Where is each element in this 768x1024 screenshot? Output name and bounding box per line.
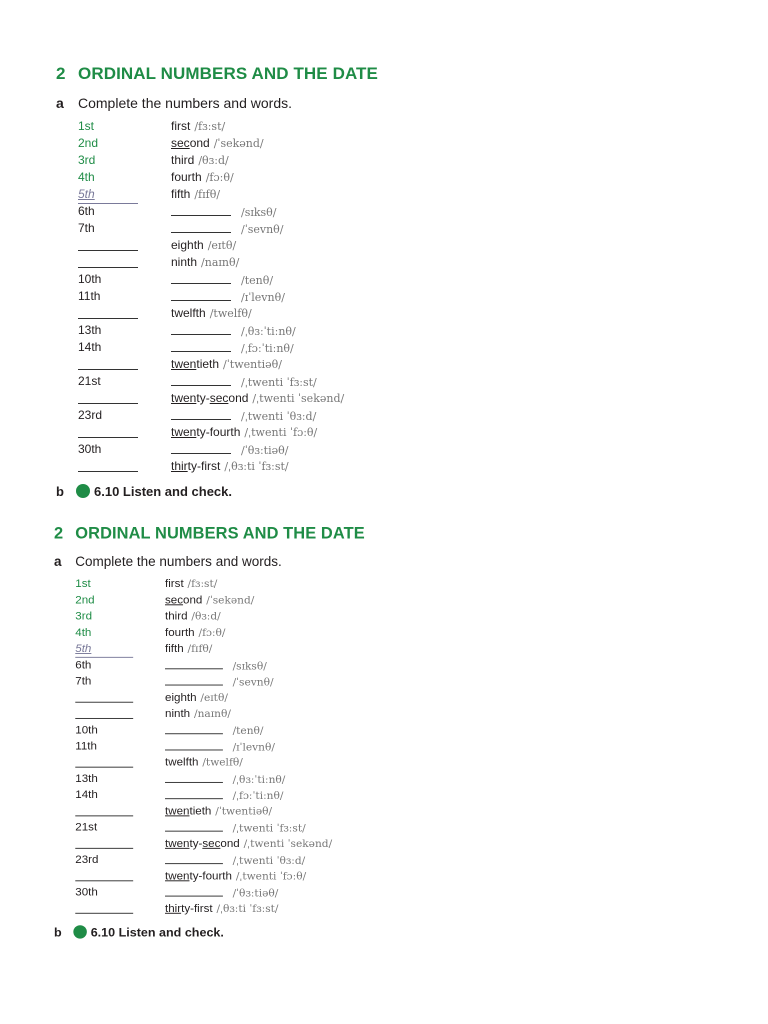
ordinal-word: [165, 835, 332, 851]
ordinal-word: [171, 135, 264, 152]
ordinal-word: [165, 722, 263, 739]
ordinal-word: [165, 771, 285, 788]
word-part: ty-fourth: [196, 425, 241, 439]
phonetic-transcription: /fɔːθ/: [198, 626, 226, 639]
ordinal-number: 11th: [78, 289, 101, 303]
exercise-a-instruction: [54, 554, 282, 569]
stressed-syllable: thir: [171, 459, 188, 473]
phonetic-transcription: /ˌtwenti ˈfɜːst/: [232, 822, 306, 835]
word-text: [171, 119, 190, 133]
ordinal-word: [165, 624, 225, 640]
number-answer-blank[interactable]: [75, 803, 133, 816]
worksheet-excerpt-bottom: [0, 493, 768, 940]
ordinal-word: [171, 237, 236, 254]
ordinal-word: [165, 819, 306, 836]
word-text: [165, 707, 190, 720]
word-answer-blank[interactable]: [171, 288, 231, 301]
word-part: third: [171, 153, 195, 167]
ordinal-number: 23rd: [75, 852, 99, 867]
word-part: fifth: [171, 187, 191, 201]
word-part: first: [171, 119, 191, 133]
exercise-b-letter: b: [56, 484, 64, 499]
ordinal-word: [165, 803, 272, 819]
number-answer-blank[interactable]: [75, 754, 133, 767]
ordinal-number: 4th: [78, 170, 95, 184]
stressed-syllable: sec: [202, 836, 221, 850]
stressed-syllable: sec: [209, 391, 229, 405]
word-answer-blank[interactable]: [165, 884, 223, 896]
word-part: tieth: [189, 803, 212, 818]
word-part: twelfth: [165, 755, 199, 769]
ordinal-word: [171, 118, 225, 135]
phonetic-transcription: /ˌθɜːˈtiːnθ/: [241, 325, 296, 338]
ordinal-number: 2nd: [78, 136, 99, 150]
stressed-syllable: twen: [165, 803, 190, 818]
ordinal-number: 7th: [78, 221, 95, 235]
instruction-text: Complete the numbers and words.: [75, 553, 282, 570]
word-answer-blank[interactable]: [171, 322, 231, 335]
number-answer-blank[interactable]: [75, 835, 133, 848]
word-answer-blank[interactable]: [165, 722, 223, 734]
phonetic-transcription: /tenθ/: [232, 724, 264, 738]
word-part: fifth: [165, 641, 184, 655]
ordinal-word: [165, 884, 278, 901]
stressed-syllable: sec: [171, 136, 190, 150]
ordinal-word: [165, 673, 274, 690]
ordinal-number: 21st: [75, 820, 98, 834]
ordinal-number: 14th: [78, 340, 102, 354]
number-answer-blank[interactable]: [75, 900, 133, 913]
stressed-syllable: twen: [165, 868, 190, 883]
phonetic-transcription: /ˈtwentiəθ/: [223, 358, 282, 371]
ordinal-word: [165, 706, 231, 722]
phonetic-transcription: /naɪnθ/: [193, 707, 231, 720]
exercise-b-letter: b: [54, 925, 62, 940]
ordinal-word: [171, 305, 252, 322]
ordinal-number: 1st: [75, 576, 91, 591]
ordinal-word: [165, 657, 267, 674]
word-text: [165, 804, 211, 817]
ordinal-number: 30th: [75, 885, 98, 899]
number-answer-blank[interactable]: [78, 254, 138, 268]
phonetic-transcription: /ɪˈlevnθ/: [232, 740, 275, 754]
word-text: [171, 136, 210, 150]
word-answer-blank[interactable]: [171, 220, 231, 233]
exercise-letter: a: [56, 95, 64, 111]
ordinal-number: 14th: [75, 787, 98, 802]
phonetic-transcription: /ˌtwenti ˈθɜːd/: [232, 854, 306, 867]
exercise-a-instruction: [56, 95, 292, 111]
ordinal-word: [171, 424, 317, 441]
ordinal-number: 30th: [78, 442, 102, 456]
phonetic-transcription: /ˌtwenti ˈsekənd/: [243, 837, 333, 850]
word-text: [165, 609, 188, 622]
exercise-letter: a: [54, 553, 62, 570]
word-answer-blank[interactable]: [165, 771, 223, 783]
phonetic-transcription: /fɔːθ/: [205, 171, 234, 184]
word-part: fourth: [171, 170, 202, 184]
ordinal-number: 3rd: [75, 609, 93, 623]
phonetic-transcription: /ˌtwenti ˈfɔːθ/: [235, 869, 307, 883]
number-answer-blank[interactable]: [78, 424, 138, 438]
phonetic-transcription: /ˌθɜːˈtiːnθ/: [232, 773, 286, 786]
word-part: ty-first: [181, 901, 213, 915]
word-answer-blank[interactable]: [171, 407, 231, 420]
word-text: [171, 170, 202, 184]
ordinal-word: [171, 407, 316, 425]
ordinal-number: 10th: [75, 722, 98, 737]
stressed-syllable: twen: [171, 425, 197, 439]
ordinal-word: [171, 152, 229, 169]
word-text: [171, 357, 219, 371]
phonetic-transcription: /ɪˈlevnθ/: [241, 291, 285, 304]
word-part: ond: [183, 592, 203, 607]
phonetic-transcription: /ˌθɜːti ˈfɜːst/: [216, 902, 279, 915]
phonetic-transcription: /ˌfɔːˈtiːnθ/: [232, 789, 284, 803]
audio-icon[interactable]: [73, 925, 87, 938]
ordinal-word: [171, 288, 285, 306]
word-text: [165, 869, 232, 882]
ordinal-word: [165, 689, 228, 705]
ordinal-word: [171, 254, 239, 271]
number-answer-blank[interactable]: [75, 868, 133, 881]
word-answer-blank[interactable]: [171, 271, 231, 284]
ordinal-word: [171, 186, 220, 203]
ordinal-word: [165, 754, 243, 770]
stressed-syllable: twen: [171, 391, 197, 405]
phonetic-transcription: /ˈsevnθ/: [232, 675, 274, 689]
ordinal-number: 1st: [78, 119, 95, 133]
word-text: [165, 577, 184, 590]
section-title: [56, 64, 378, 84]
phonetic-transcription: /ˈsekənd/: [213, 137, 264, 150]
number-answer-blank[interactable]: [78, 356, 138, 370]
word-part: ninth: [165, 706, 191, 720]
phonetic-transcription: /ˌfɔːˈtiːnθ/: [241, 342, 294, 355]
phonetic-transcription: /ˌtwenti ˈθɜːd/: [241, 410, 317, 423]
word-part: first: [165, 576, 184, 591]
word-part: fourth: [165, 625, 195, 639]
phonetic-transcription: /eɪtθ/: [200, 691, 228, 704]
phonetic-transcription: /fɪfθ/: [187, 642, 213, 655]
word-part: eighth: [171, 238, 204, 252]
phonetic-transcription: /fɪfθ/: [194, 188, 221, 201]
word-part: ond: [228, 391, 249, 405]
word-text: [165, 755, 198, 768]
number-answer-blank[interactable]: [75, 689, 133, 702]
word-answer-blank[interactable]: [165, 738, 223, 750]
word-answer-blank[interactable]: [165, 852, 223, 864]
number-answer-blank[interactable]: [78, 390, 138, 404]
phonetic-transcription: /naɪnθ/: [201, 256, 240, 269]
word-part: ond: [189, 136, 210, 150]
ordinal-word: [165, 868, 306, 884]
word-text: [171, 238, 204, 252]
phonetic-transcription: /ˈsevnθ/: [241, 223, 284, 236]
phonetic-transcription: /θɜːd/: [198, 154, 229, 167]
ordinal-word: [171, 356, 282, 373]
ordinal-number: 7th: [75, 674, 92, 688]
ordinal-word: [171, 390, 344, 407]
ordinal-number: 2nd: [75, 592, 95, 607]
exercise-b-text: 6.10 Listen and check.: [94, 484, 233, 499]
word-text: [165, 593, 202, 606]
ordinal-number: 5th: [78, 186, 138, 204]
ordinal-word: [171, 271, 273, 289]
ordinal-number: 10th: [78, 272, 102, 286]
word-answer-blank[interactable]: [171, 339, 231, 352]
phonetic-transcription: /θɜːd/: [191, 610, 221, 623]
ordinal-number: 23rd: [78, 408, 103, 422]
ordinal-number: 13th: [75, 771, 98, 785]
word-text: [171, 255, 197, 269]
word-text: [165, 836, 240, 849]
section-title-text: ORDINAL NUMBERS AND THE DATE: [75, 524, 365, 543]
stressed-syllable: twen: [165, 836, 190, 850]
ordinal-word: [171, 322, 296, 340]
ordinal-number: 13th: [78, 323, 102, 337]
ordinal-number: 3rd: [78, 153, 96, 167]
number-answer-blank[interactable]: [78, 237, 138, 251]
word-part: ninth: [171, 255, 198, 269]
stressed-syllable: sec: [165, 592, 184, 607]
phonetic-transcription: /ˌtwenti ˈfɜːst/: [241, 376, 317, 389]
word-text: [165, 690, 197, 703]
word-part: third: [165, 609, 188, 623]
ordinal-word: [165, 900, 278, 916]
ordinal-word: [171, 169, 234, 186]
phonetic-transcription: /sɪksθ/: [241, 206, 277, 219]
ordinal-word: [171, 220, 284, 238]
worksheet-content: [0, 0, 768, 500]
worksheet-excerpt-top: [0, 0, 768, 499]
phonetic-transcription: /sɪksθ/: [232, 659, 267, 673]
ordinal-word: [165, 787, 283, 804]
word-part: eighth: [165, 690, 197, 704]
word-answer-blank[interactable]: [171, 441, 231, 454]
phonetic-transcription: /ˈθɜːtiəθ/: [232, 887, 279, 900]
phonetic-transcription: /twelfθ/: [202, 756, 243, 769]
ordinal-word: [165, 852, 305, 869]
word-part: ty-fourth: [189, 868, 232, 883]
section-title: [54, 524, 365, 543]
ordinal-number: 21st: [78, 374, 101, 388]
word-answer-blank[interactable]: [171, 373, 231, 386]
word-text: [171, 187, 190, 201]
word-answer-blank[interactable]: [165, 657, 223, 669]
ordinal-word: [165, 738, 275, 755]
word-text: [165, 901, 213, 914]
ordinal-word: [171, 203, 277, 221]
word-text: [171, 391, 248, 405]
word-text: [171, 425, 240, 439]
word-text: [171, 153, 194, 167]
ordinal-number: 4th: [75, 625, 92, 639]
word-part: ond: [220, 836, 240, 850]
word-part: tieth: [196, 357, 220, 371]
phonetic-transcription: /twelfθ/: [209, 307, 252, 320]
word-text: [165, 642, 184, 655]
ordinal-word: [165, 592, 254, 608]
ordinal-number: 6th: [75, 657, 92, 672]
phonetic-transcription: /ˈθɜːtiəθ/: [241, 444, 289, 457]
phonetic-transcription: /ˌtwenti ˈfɔːθ/: [244, 426, 318, 439]
stressed-syllable: twen: [171, 357, 197, 371]
word-part: ty-: [196, 391, 210, 405]
word-answer-blank[interactable]: [165, 819, 223, 831]
word-text: [165, 625, 195, 638]
number-answer-blank[interactable]: [75, 706, 133, 719]
ordinal-number: 5th: [75, 641, 133, 658]
exercise-b-cut: [50, 925, 224, 938]
word-answer-blank[interactable]: [165, 673, 223, 685]
section-number: 2: [56, 64, 66, 83]
word-answer-blank[interactable]: [165, 787, 223, 799]
ordinal-number: 11th: [75, 738, 97, 753]
word-part: ty-first: [187, 459, 221, 473]
word-part: ty-: [189, 836, 203, 850]
instruction-text: Complete the numbers and words.: [78, 95, 292, 111]
exercise-b-text: 6.10 Listen and check.: [90, 925, 224, 940]
ordinal-word: [171, 373, 317, 391]
number-answer-blank[interactable]: [78, 305, 138, 319]
ordinal-word: [171, 441, 288, 459]
phonetic-transcription: /eɪtθ/: [207, 239, 237, 252]
ordinal-word: [165, 641, 212, 657]
word-text: [171, 306, 206, 320]
stressed-syllable: thir: [165, 901, 182, 915]
phonetic-transcription: /ˌtwenti ˈsekənd/: [252, 392, 345, 405]
word-part: twelfth: [171, 306, 206, 320]
phonetic-transcription: /tenθ/: [241, 274, 274, 287]
ordinal-word: [171, 339, 294, 357]
phonetic-transcription: /ˈsekənd/: [206, 593, 255, 607]
phonetic-transcription: /fɜːst/: [187, 577, 218, 591]
section-number: 2: [54, 524, 64, 543]
ordinal-number: 6th: [78, 204, 95, 218]
section-title-text: ORDINAL NUMBERS AND THE DATE: [78, 64, 378, 83]
phonetic-transcription: /ˈtwentiəθ/: [215, 804, 273, 818]
worksheet-content: [0, 463, 741, 941]
ordinal-word: [165, 608, 221, 624]
phonetic-transcription: /ˌθɜːti ˈfɜːst/: [224, 460, 289, 473]
ordinal-word: [165, 576, 217, 592]
word-answer-blank[interactable]: [171, 203, 231, 216]
phonetic-transcription: /fɜːst/: [194, 120, 226, 133]
